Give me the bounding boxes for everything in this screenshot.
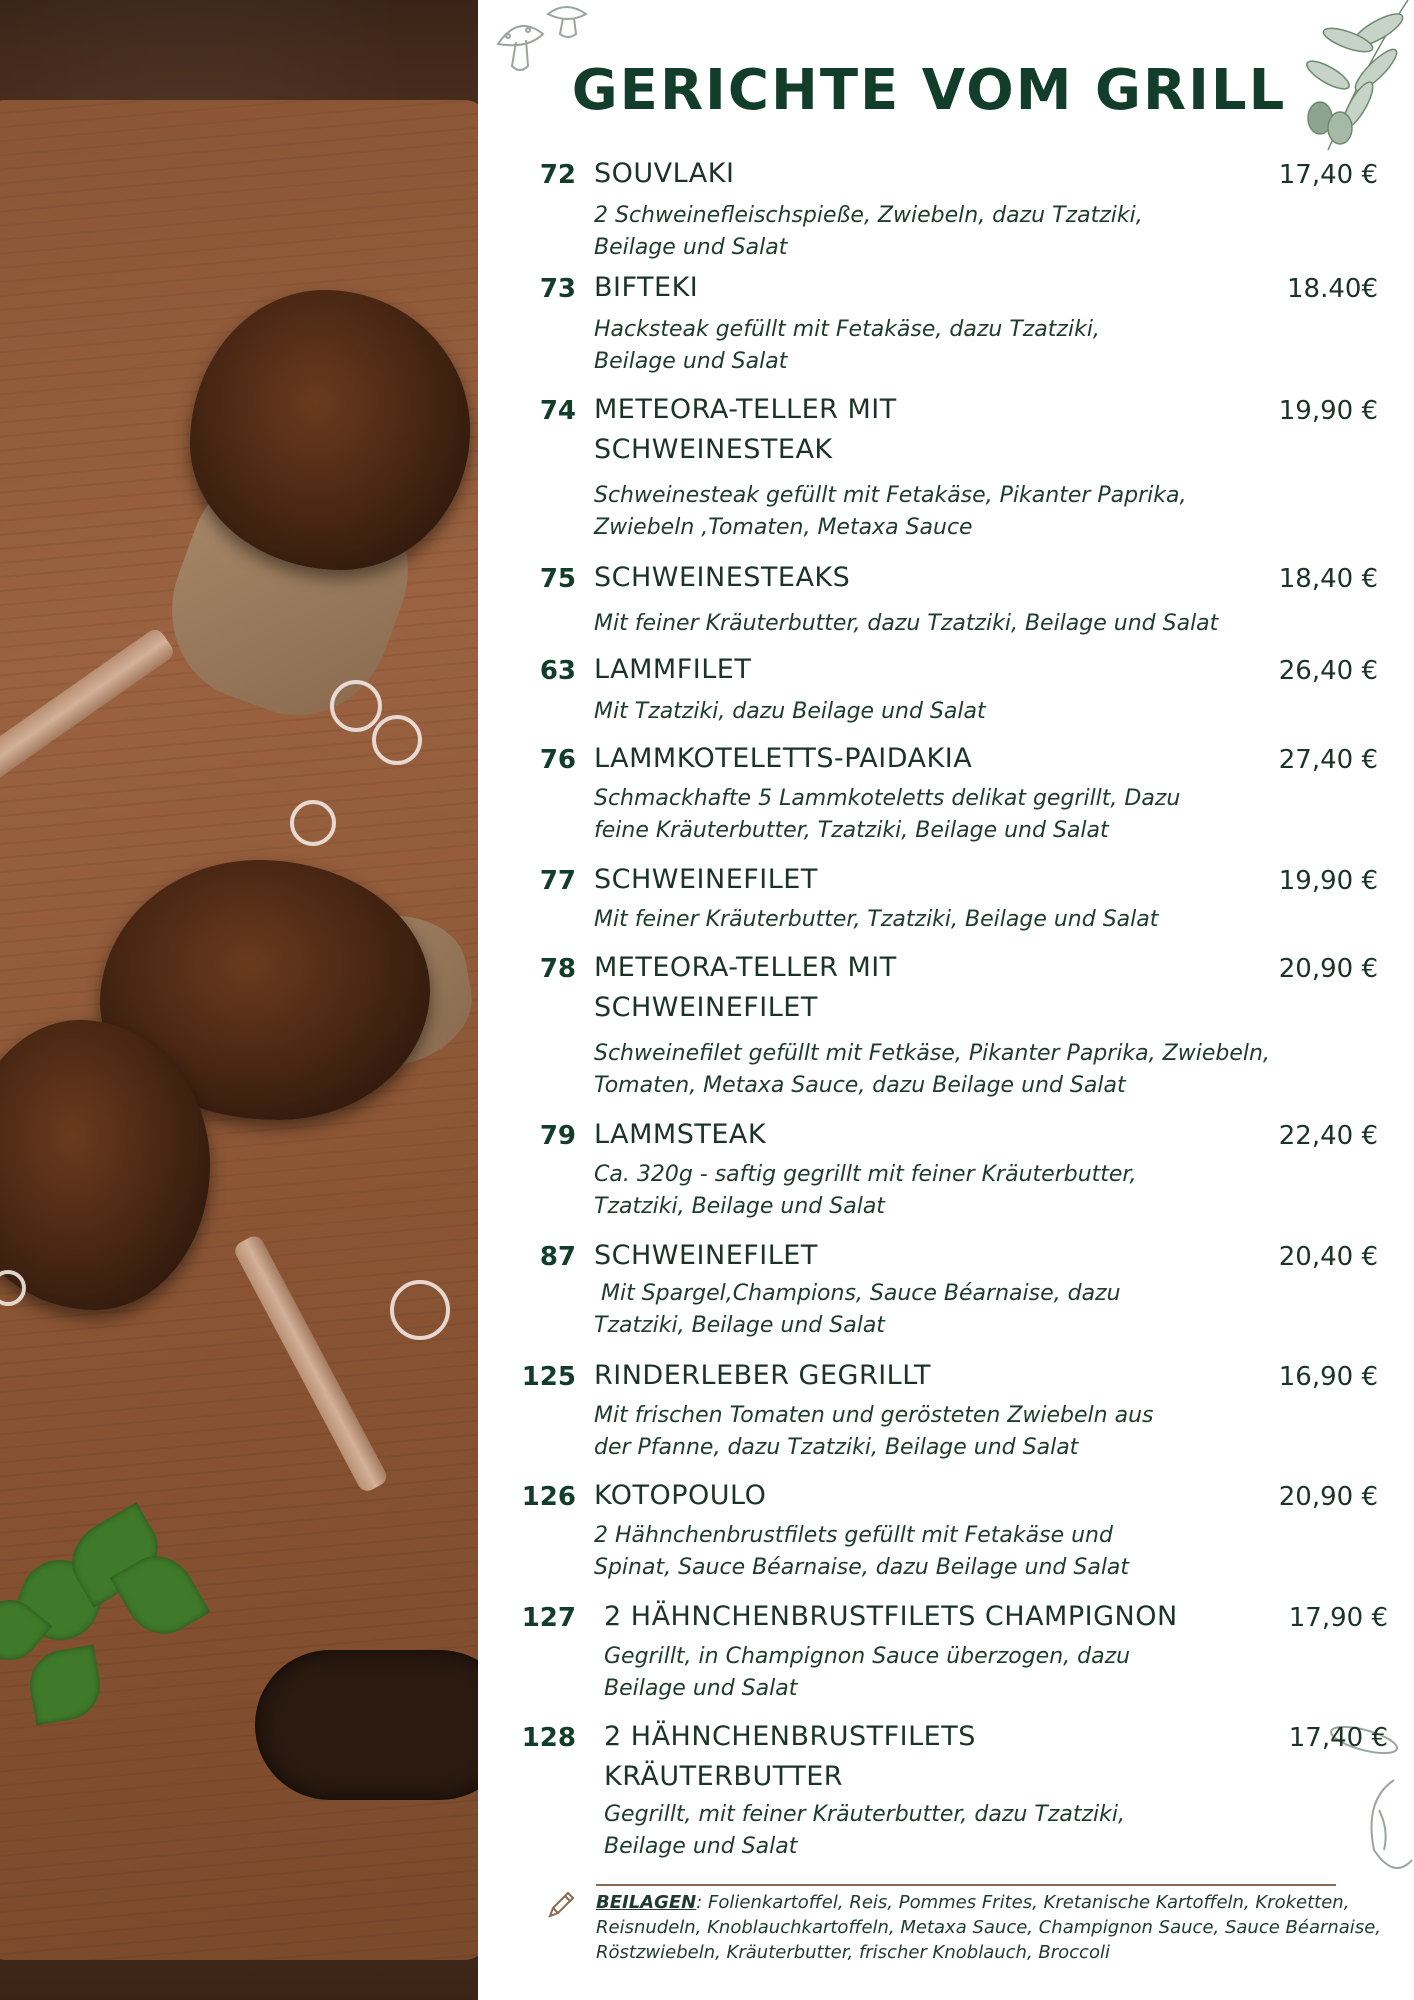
item-number: 128 bbox=[521, 1723, 576, 1753]
description-line: Gegrillt, mit feiner Kräuterbutter, dazu Tzatziki, bbox=[604, 1802, 1125, 1827]
description-line: Zwiebeln ,Tomaten, Metaxa Sauce bbox=[594, 515, 973, 540]
lamb-chop bbox=[190, 290, 470, 570]
description-line: Schweinefilet gefüllt mit Fetkäse, Pikanter Paprika, Zwiebeln, bbox=[594, 1041, 1270, 1066]
item-name-line: SCHWEINEFILET bbox=[594, 992, 818, 1023]
item-number: 125 bbox=[521, 1362, 576, 1392]
description-line: Hacksteak gefüllt mit Fetakäse, dazu Tzatziki, bbox=[594, 317, 1100, 342]
description-line: Beilage und Salat bbox=[594, 235, 788, 260]
item-price: 18,40 € bbox=[1278, 564, 1378, 594]
item-description bbox=[594, 904, 1158, 936]
item-number: 74 bbox=[539, 396, 576, 426]
item-number: 78 bbox=[539, 954, 576, 984]
description-line: Mit frischen Tomaten und gerösteten Zwiebeln aus bbox=[594, 1403, 1154, 1428]
item-number: 126 bbox=[521, 1482, 576, 1512]
onion-ring bbox=[390, 1280, 450, 1340]
item-name: BIFTEKI bbox=[594, 272, 699, 303]
item-price: 20,90 € bbox=[1278, 1482, 1378, 1512]
description-line: Beilage und Salat bbox=[604, 1834, 798, 1859]
beilagen-note bbox=[596, 1890, 1386, 1965]
item-price: 22,40 € bbox=[1278, 1121, 1378, 1151]
item-number: 75 bbox=[539, 564, 576, 594]
item-description bbox=[594, 480, 1187, 544]
item-name: LAMMKOTELETTS-PAIDAKIA bbox=[594, 743, 973, 774]
item-description bbox=[594, 608, 1218, 640]
item-price: 17,40 € bbox=[1278, 160, 1378, 190]
description-line: Beilage und Salat bbox=[604, 1676, 798, 1701]
item-number: 127 bbox=[521, 1603, 576, 1633]
item-price: 27,40 € bbox=[1278, 745, 1378, 775]
beilagen-text: : Folienkartoffel, Reis, Pommes Frites, Kretanische Kartoffeln, Kroketten, Reisnudeln, Knoblauchkartoffeln, Metaxa Sauce, Champignon Sauce, Sauce Béarnaise, Röstzwiebeln, Kräuterbutter, frischer Knoblauch, Broccoli bbox=[596, 1892, 1381, 1963]
item-description bbox=[594, 1520, 1129, 1584]
item-name-line: METEORA-TELLER MIT bbox=[594, 952, 897, 983]
item-price: 20,90 € bbox=[1278, 954, 1378, 984]
item-name: KOTOPOULO bbox=[594, 1480, 767, 1511]
description-line: Beilage und Salat bbox=[594, 349, 788, 374]
item-name: SCHWEINEFILET bbox=[594, 864, 818, 895]
item-description bbox=[594, 1278, 1121, 1342]
board-handle bbox=[255, 1650, 478, 1800]
description-line: Mit Tzatziki, dazu Beilage und Salat bbox=[594, 699, 986, 724]
description-line: Mit feiner Kräuterbutter, dazu Tzatziki, Beilage und Salat bbox=[594, 611, 1219, 636]
item-number: 72 bbox=[539, 160, 576, 190]
onion-ring bbox=[372, 715, 422, 765]
item-price: 20,40 € bbox=[1278, 1242, 1378, 1272]
item-number: 77 bbox=[539, 866, 576, 896]
item-number: 63 bbox=[539, 656, 576, 686]
description-line: Mit Spargel,Champions, Sauce Béarnaise, dazu bbox=[594, 1281, 1121, 1306]
description-line: 2 Hähnchenbrustfilets gefüllt mit Fetakäse und bbox=[594, 1523, 1113, 1548]
description-line: Tzatziki, Beilage und Salat bbox=[594, 1313, 885, 1338]
description-line: Ca. 320g - saftig gegrillt mit feiner Kräuterbutter, bbox=[594, 1162, 1137, 1187]
item-name: SCHWEINESTEAKS bbox=[594, 562, 851, 593]
description-line: feine Kräuterbutter, Tzatziki, Beilage und Salat bbox=[594, 818, 1109, 843]
item-name-line: KRÄUTERBUTTER bbox=[604, 1761, 844, 1792]
beilagen-label: BEILAGEN bbox=[596, 1892, 697, 1913]
item-price: 16,90 € bbox=[1278, 1362, 1378, 1392]
item-description bbox=[594, 696, 986, 728]
item-price: 17,40 € bbox=[1288, 1723, 1388, 1753]
item-description bbox=[594, 1400, 1154, 1464]
page-title: GERICHTE VOM GRILL bbox=[571, 58, 1287, 123]
item-number: 87 bbox=[539, 1242, 576, 1272]
description-line: 2 Schweinefleischspieße, Zwiebeln, dazu Tzatziki, bbox=[594, 203, 1143, 228]
item-price: 17,90 € bbox=[1288, 1603, 1388, 1633]
item-description bbox=[604, 1641, 1130, 1705]
description-line: Schweinesteak gefüllt mit Fetakäse, Pikanter Paprika, bbox=[594, 483, 1187, 508]
item-number: 79 bbox=[539, 1121, 576, 1151]
onion-ring bbox=[330, 680, 382, 732]
item-price: 26,40 € bbox=[1278, 656, 1378, 686]
item-description bbox=[594, 1159, 1136, 1223]
item-price: 19,90 € bbox=[1278, 396, 1378, 426]
item-name: LAMMFILET bbox=[594, 654, 752, 685]
onion-ring bbox=[290, 800, 336, 846]
item-description bbox=[604, 1799, 1125, 1863]
item-name-line: SCHWEINESTEAK bbox=[594, 434, 833, 465]
item-description bbox=[594, 200, 1143, 264]
item-price: 18.40€ bbox=[1287, 274, 1378, 304]
description-line: Spinat, Sauce Béarnaise, dazu Beilage und Salat bbox=[594, 1555, 1130, 1580]
item-name bbox=[604, 1717, 976, 1797]
item-name: LAMMSTEAK bbox=[594, 1119, 767, 1150]
pencil-icon bbox=[544, 1888, 578, 1922]
item-description bbox=[594, 1038, 1270, 1102]
item-description bbox=[594, 783, 1180, 847]
item-price: 19,90 € bbox=[1278, 866, 1378, 896]
item-number: 76 bbox=[539, 745, 576, 775]
item-name: RINDERLEBER GEGRILLT bbox=[594, 1360, 932, 1391]
description-line: der Pfanne, dazu Tzatziki, Beilage und Salat bbox=[594, 1435, 1079, 1460]
description-line: Mit feiner Kräuterbutter, Tzatziki, Beilage und Salat bbox=[594, 907, 1159, 932]
menu-panel bbox=[478, 0, 1414, 2000]
item-name-line: METEORA-TELLER MIT bbox=[594, 394, 897, 425]
description-line: Gegrillt, in Champignon Sauce überzogen, dazu bbox=[604, 1644, 1131, 1669]
item-number: 73 bbox=[539, 274, 576, 304]
description-line: Schmackhafte 5 Lammkoteletts delikat gegrillt, Dazu bbox=[594, 786, 1181, 811]
description-line: Tzatziki, Beilage und Salat bbox=[594, 1194, 885, 1219]
item-name bbox=[594, 948, 897, 1028]
item-name: 2 HÄHNCHENBRUSTFILETS CHAMPIGNON bbox=[604, 1601, 1178, 1632]
item-name-line: 2 HÄHNCHENBRUSTFILETS bbox=[604, 1721, 976, 1752]
beilagen-divider bbox=[596, 1884, 1336, 1886]
item-name: SOUVLAKI bbox=[594, 158, 735, 189]
item-name: SCHWEINEFILET bbox=[594, 1240, 818, 1271]
item-name bbox=[594, 390, 897, 470]
grilled-lamb-chops-photo bbox=[0, 0, 478, 2000]
item-description bbox=[594, 314, 1100, 378]
description-line: Tomaten, Metaxa Sauce, dazu Beilage und Salat bbox=[594, 1073, 1126, 1098]
